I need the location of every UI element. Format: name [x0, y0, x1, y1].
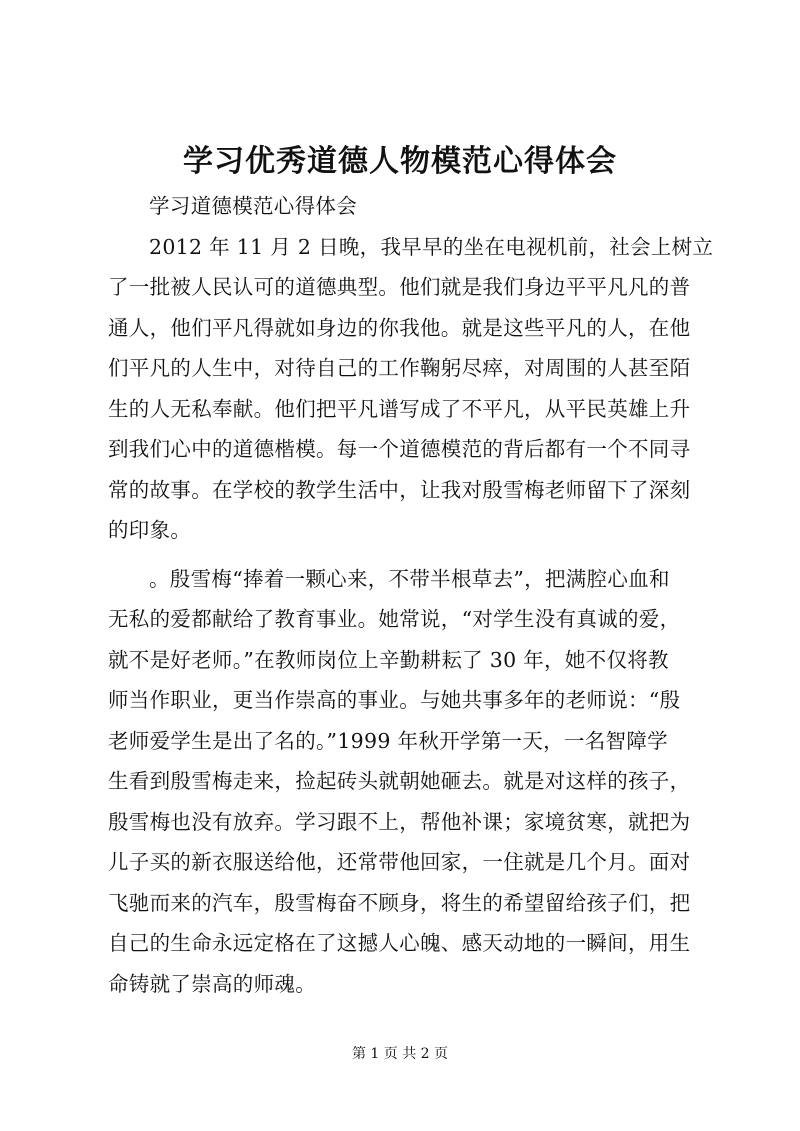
document-subtitle: 学习道德模范心得体会 — [149, 194, 357, 218]
paragraph-line: 到我们心中的道德楷模。每一个道德模范的背后都有一个不同寻 — [108, 437, 691, 461]
paragraph-2 — [108, 559, 698, 1005]
paragraph-line: 通人，他们平凡得就如身边的你我他。就是这些平凡的人，在他 — [108, 315, 691, 340]
paragraph-line: 飞驰而来的汽车，殷雪梅奋不顾身，将生的希望留给孩子们，把 — [108, 890, 691, 915]
paragraph-line: 殷雪梅也没有放弃。学习跟不上，帮他补课；家境贫寒，就把为 — [108, 809, 691, 834]
paragraph-line: 了一批被人民认可的道德典型。他们就是我们身边平平凡凡的普 — [108, 275, 691, 299]
paragraph-line: 。殷雪梅“捧着一颗心来，不带半根草去”，把满腔心血和 — [149, 566, 670, 591]
paragraph-line: 师当作职业，更当作崇高的事业。与她共事多年的老师说：“殷 — [108, 688, 681, 712]
page-number: 第 1 页 共 2 页 — [351, 1046, 449, 1062]
paragraph-line: 命铸就了崇高的师魂。 — [108, 971, 316, 996]
paragraph-line: 老师爱学生是出了名的。”1999 年秋开学第一天，一名智障学 — [108, 728, 668, 753]
paragraph-line: 们平凡的人生中，对待自己的工作鞠躬尽瘁，对周围的人甚至陌 — [108, 356, 691, 380]
paragraph-line: 无私的爱都献给了教育事业。她常说，“对学生没有真诚的爱， — [108, 607, 681, 631]
document-title: 学习优秀道德人物模范心得体会 — [183, 144, 617, 179]
paragraph-line: 常的故事。在学校的教学生活中，让我对殷雪梅老师留下了深刻 — [108, 477, 691, 502]
paragraph-line: 2012 年 11 月 2 日晚，我早早的坐在电视机前，社会上树立 — [149, 234, 714, 259]
paragraph-line: 自己的生命永远定格在了这撼人心魄、感天动地的一瞬间，用生 — [108, 931, 691, 955]
paragraph-spacer — [108, 551, 698, 559]
paragraph-1 — [108, 227, 714, 551]
paragraph-line: 生的人无私奉献。他们把平凡谱写成了不平凡，从平民英雄上升 — [108, 396, 691, 421]
paragraph-line: 就不是好老师。”在教师岗位上辛勤耕耘了 30 年，她不仅将教 — [108, 647, 669, 672]
paragraph-line: 生看到殷雪梅走来，捡起砖头就朝她砸去。就是对这样的孩子， — [108, 769, 691, 793]
paragraph-line: 儿子买的新衣服送给他，还常带他回家，一住就是几个月。面对 — [108, 850, 691, 874]
paragraph-line: 的印象。 — [108, 518, 192, 542]
document-body — [108, 186, 714, 1004]
